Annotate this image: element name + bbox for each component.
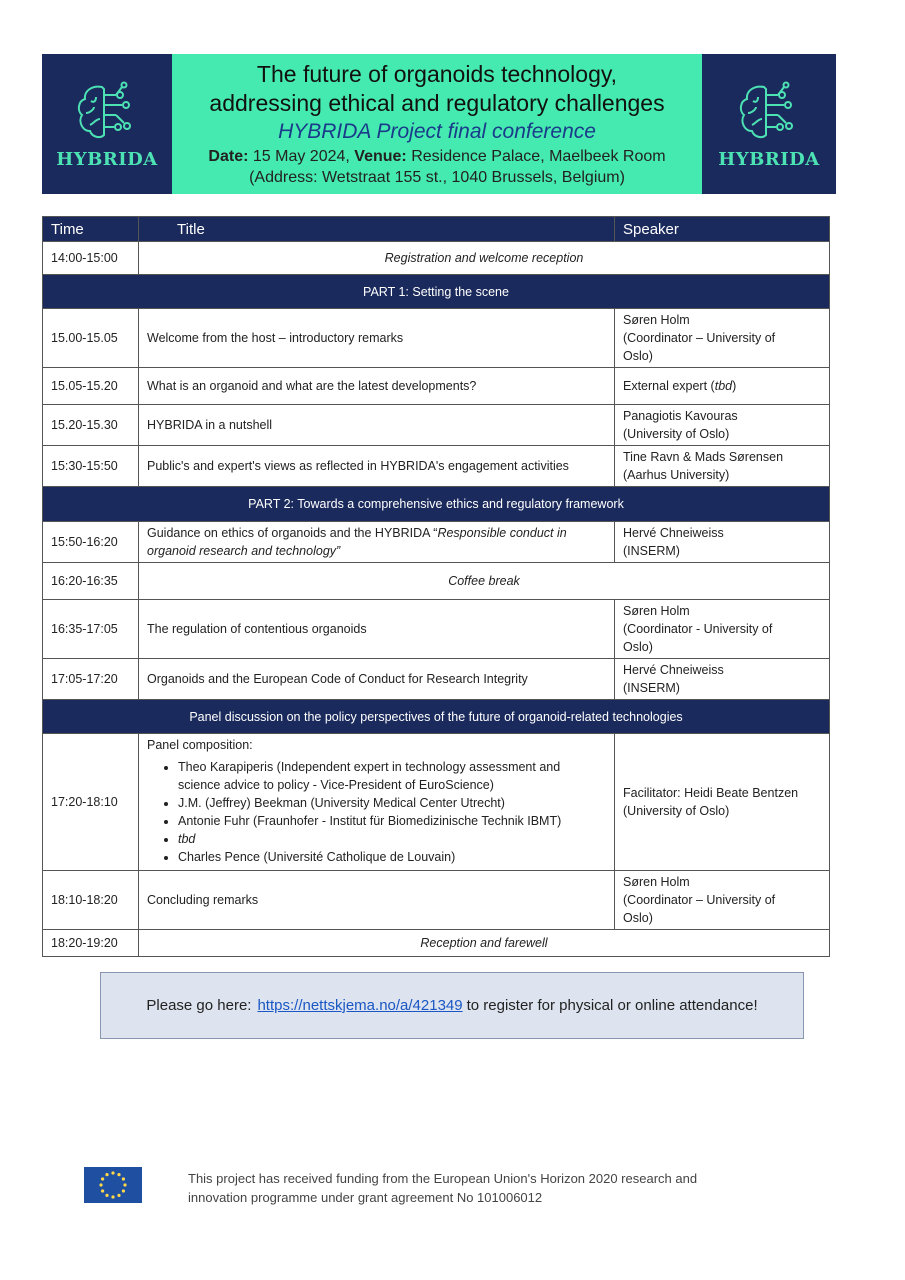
row-title: Reception and farewell	[139, 930, 830, 957]
speaker-affiliation: (INSERM)	[623, 544, 680, 558]
title-line-1: The future of organoids technology,	[256, 61, 618, 87]
header-banner	[42, 54, 836, 194]
row-title: Public's and expert's views as reflected in HYBRIDA's engagement activities	[139, 446, 615, 487]
table-row	[43, 871, 830, 930]
title-line-2: addressing ethical and regulatory challenges	[209, 90, 665, 116]
table-row	[43, 309, 830, 368]
col-header-speaker: Speaker	[615, 217, 830, 242]
speaker-affiliation: (Coordinator - University of	[623, 622, 773, 636]
row-speaker	[615, 446, 830, 487]
speaker-affiliation: (Coordinator – University of	[623, 331, 776, 345]
title-text: Guidance on ethics of organoids and the HYBRIDA “	[147, 526, 438, 540]
speaker-name: Tine Ravn & Mads Sørensen	[623, 450, 784, 464]
row-speaker	[615, 734, 830, 871]
table-row	[43, 242, 830, 275]
panel-label: Panel composition:	[147, 738, 253, 752]
row-time: 15.20-15.30	[43, 405, 139, 446]
list-item: • tbd	[178, 830, 606, 848]
row-title: Welcome from the host – introductory remarks	[139, 309, 615, 368]
speaker-affiliation: Oslo)	[623, 640, 653, 654]
row-time: 14:00-15:00	[43, 242, 139, 275]
row-title: HYBRIDA in a nutshell	[139, 405, 615, 446]
speaker-affiliation: (Coordinator – University of	[623, 893, 776, 907]
row-time: 18:20-19:20	[43, 930, 139, 957]
row-speaker	[615, 405, 830, 446]
registration-suffix: to register for physical or online attendance!	[466, 997, 758, 1014]
table-row-panel	[43, 734, 830, 871]
speaker-affiliation: Oslo)	[623, 349, 653, 363]
speaker-name: Hervé Chneiweiss	[623, 663, 724, 677]
registration-prefix: Please go here:	[146, 997, 252, 1014]
row-time: 15:30-15:50	[43, 446, 139, 487]
venue-label: Venue:	[354, 148, 407, 165]
speaker-name: Søren Holm	[623, 604, 690, 618]
date-venue	[208, 146, 665, 167]
list-item: • Antonie Fuhr (Fraunhofer - Institut für Biomedizinische Technik IBMT)	[178, 812, 606, 830]
section-header-panel	[43, 700, 830, 734]
row-speaker	[615, 522, 830, 563]
address: (Address: Wetstraat 155 st., 1040 Brussels, Belgium)	[249, 169, 625, 186]
speaker-name: Hervé Chneiweiss	[623, 526, 724, 540]
speaker-name: Panagiotis Kavouras	[623, 409, 738, 423]
speaker-name: Facilitator: Heidi Beate Bentzen	[623, 786, 799, 800]
row-title: What is an organoid and what are the latest developments?	[139, 368, 615, 405]
row-time: 17:05-17:20	[43, 659, 139, 700]
funding-statement	[188, 1169, 748, 1207]
row-title: The regulation of contentious organoids	[139, 600, 615, 659]
speaker-affiliation: (INSERM)	[623, 681, 680, 695]
table-row	[43, 522, 830, 563]
conference-subtitle: HYBRIDA Project final conference	[278, 120, 596, 143]
brain-circuit-icon	[734, 79, 804, 143]
row-title: Coffee break	[139, 563, 830, 600]
row-time: 15.05-15.20	[43, 368, 139, 405]
agenda-table	[42, 216, 830, 957]
speaker-name: External expert (	[623, 379, 715, 393]
speaker-tbd: tbd	[714, 379, 733, 393]
table-header-row	[43, 217, 830, 242]
hybrida-logo-left	[42, 54, 172, 194]
row-speaker	[615, 871, 830, 930]
col-header-time: Time	[43, 217, 139, 242]
row-time: 17:20-18:10	[43, 734, 139, 871]
row-speaker	[615, 659, 830, 700]
section-title: Panel discussion on the policy perspectives of the future of organoid-related technologies	[43, 700, 830, 734]
table-row	[43, 368, 830, 405]
date-label: Date:	[208, 148, 249, 165]
funding-line: innovation programme under grant agreement No 101006012	[188, 1190, 543, 1205]
list-item: • J.M. (Jeffrey) Beekman (University Medical Center Utrecht)	[178, 794, 606, 812]
title-italic-text: Responsible conduct in organoid research and technology”	[147, 526, 567, 558]
table-row	[43, 405, 830, 446]
table-row	[43, 930, 830, 957]
panel-composition	[139, 734, 615, 871]
venue-value: Residence Palace, Maelbeek Room	[411, 148, 666, 165]
row-time: 15.00-15.05	[43, 309, 139, 368]
row-time: 18:10-18:20	[43, 871, 139, 930]
col-header-title: Title	[139, 217, 615, 242]
registration-notice	[100, 972, 804, 1039]
section-title: PART 2: Towards a comprehensive ethics and regulatory framework	[43, 487, 830, 522]
logo-text: HYBRIDA	[718, 148, 820, 170]
section-title: PART 1: Setting the scene	[43, 275, 830, 309]
brain-circuit-icon	[72, 79, 142, 143]
row-time: 15:50-16:20	[43, 522, 139, 563]
row-speaker	[615, 600, 830, 659]
conference-title-block	[172, 54, 702, 194]
section-header-part2	[43, 487, 830, 522]
row-time: 16:20-16:35	[43, 563, 139, 600]
funding-line: This project has received funding from the European Union's Horizon 2020 research and	[188, 1171, 698, 1186]
speaker-affiliation: (University of Oslo)	[623, 804, 730, 818]
row-speaker	[615, 309, 830, 368]
row-speaker	[615, 368, 830, 405]
table-row	[43, 600, 830, 659]
speaker-name: Søren Holm	[623, 313, 690, 327]
speaker-affiliation: Oslo)	[623, 911, 653, 925]
section-header-part1	[43, 275, 830, 309]
logo-text: HYBRIDA	[56, 148, 158, 170]
date-value: 15 May 2024,	[252, 148, 350, 165]
table-row	[43, 659, 830, 700]
speaker-name: Søren Holm	[623, 875, 690, 889]
speaker-affiliation: (University of Oslo)	[623, 427, 730, 441]
row-time: 16:35-17:05	[43, 600, 139, 659]
row-title	[139, 522, 615, 563]
speaker-paren: )	[732, 379, 737, 393]
table-row	[43, 563, 830, 600]
hybrida-logo-right	[702, 54, 836, 194]
table-row	[43, 446, 830, 487]
row-title: Concluding remarks	[139, 871, 615, 930]
row-title: Registration and welcome reception	[139, 242, 830, 275]
eu-flag-icon	[84, 1167, 142, 1203]
eu-stars-icon	[84, 1167, 142, 1203]
list-item: • Theo Karapiperis (Independent expert in technology assessment and science advice to policy - Vice-President of EuroScience)	[178, 758, 606, 794]
row-title: Organoids and the European Code of Conduct for Research Integrity	[139, 659, 615, 700]
panelist-list	[147, 758, 606, 866]
registration-link[interactable]: https://nettskjema.no/a/421349	[257, 997, 463, 1014]
list-item: • Charles Pence (Université Catholique de Louvain)	[178, 848, 606, 866]
speaker-affiliation: (Aarhus University)	[623, 468, 730, 482]
